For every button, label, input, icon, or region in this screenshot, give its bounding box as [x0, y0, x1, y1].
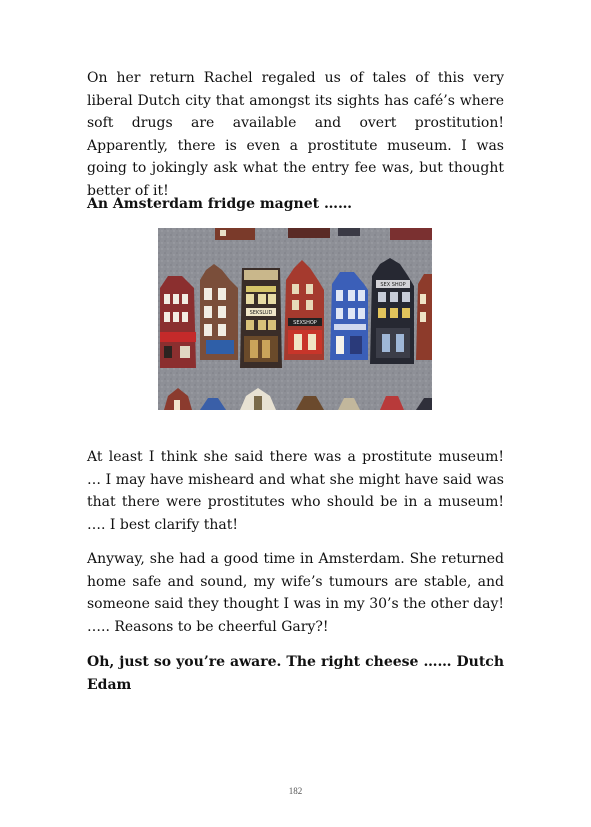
amsterdam-houses-magnet-image: [158, 228, 432, 410]
page-number: 182: [288, 786, 303, 796]
body-paragraph: Anyway, she had a good time in Amsterdam. She returned home safe and sound, my wife’s tumours are stable, and someone said they thought I was in my 30’s the other day! ….. Reasons to be cheerful Gary?!: [87, 551, 504, 635]
body-paragraph: On her return Rachel regaled us of tales of this very liberal Dutch city that amongst its sights has café’s where soft drugs are available and overt prostitution! Apparently, there is even a prostitute museum. I was going to jokingly ask what the entry fee was, but thought better of it!: [87, 70, 504, 199]
photo-sign-sexshop: SEXSHOP: [293, 320, 317, 326]
image-caption-heading: An Amsterdam fridge magnet ……: [87, 196, 352, 212]
photo-sign-sekslud: SEKSLUD: [249, 310, 273, 316]
closing-heading: Oh, just so you’re aware. The right cheese …… Dutch Edam: [87, 654, 504, 693]
fridge-magnet-photo: [158, 228, 432, 410]
photo-sign-sex-shop: SEX SHOP: [380, 282, 406, 288]
body-paragraph: At least I think she said there was a prostitute museum! … I may have misheard and what she might have said was that there were prostitutes who should be in a museum! …. I best clarify that!: [87, 449, 504, 533]
